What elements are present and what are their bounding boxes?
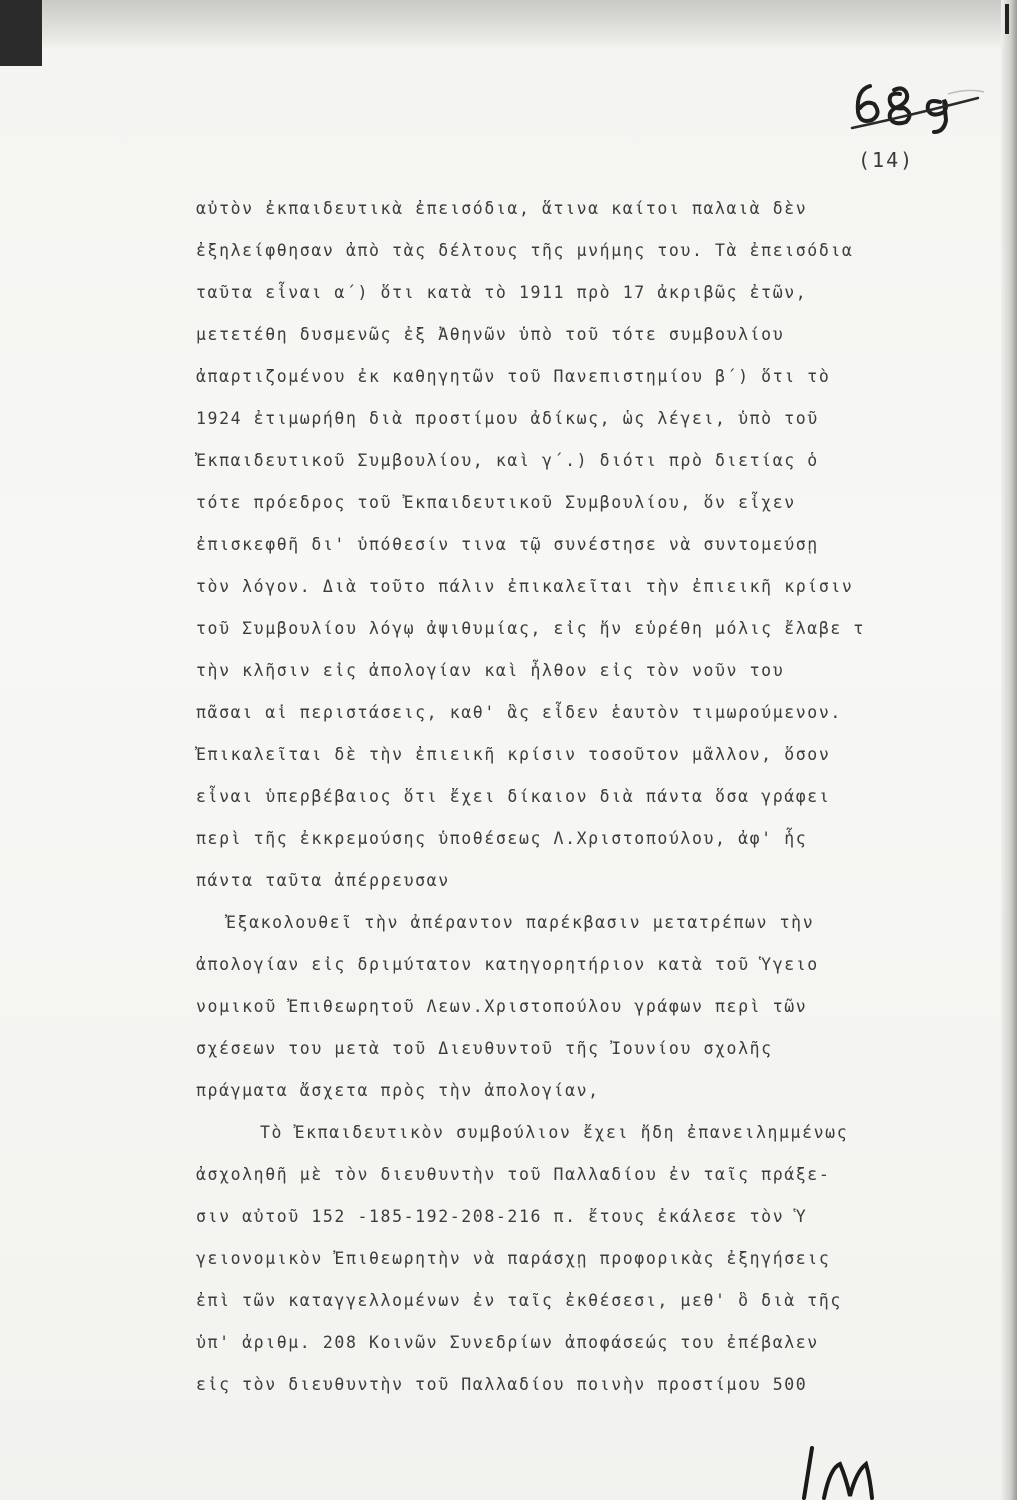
text-line: τοῦ Συμβουλίου λόγῳ ἀψιθυμίας, εἰς ἥν εὑρέθη μόλις ἔλαβε τ (196, 619, 865, 638)
scan-corner-block (0, 0, 42, 66)
text-line: αὐτὸν ἐκπαιδευτικὰ ἐπεισόδια, ἅτινα καίτοι παλαιὰ δὲν (196, 199, 808, 218)
text-line: γειονομικὸν Ἐπιθεωρητὴν νὰ παράσχῃ προφορικὰς ἐξηγήσεις (196, 1249, 831, 1268)
text-line: ἐπισκεφθῆ δι' ὑπόθεσίν τινα τῷ συνέστησε νὰ συντομεύσῃ (196, 535, 819, 554)
text-line: σιν αὐτοῦ 152 -185-192-208-216 π. ἔτους ἐκάλεσε τὸν Ὑ (196, 1207, 808, 1226)
paragraph-first-line: Τὸ Ἐκπαιδευτικὸν συμβούλιον ἔχει ἤδη ἐπανειλημμένως (260, 1123, 849, 1142)
text-line: τότε πρόεδρος τοῦ Ἐκπαιδευτικοῦ Συμβουλίου, ὅν εἶχεν (196, 493, 796, 512)
text-line: τὸν λόγον. Διὰ τοῦτο πάλιν ἐπικαλεῖται τὴν ἐπιεικῆ κρίσιν (196, 577, 854, 596)
text-line: Ἐπικαλεῖται δὲ τὴν ἐπιεικῆ κρίσιν τοσοῦτον μᾶλλον, ὅσον (196, 745, 831, 764)
scan-top-shadow (0, 0, 1017, 48)
text-line: ἀπολογίαν εἰς δριμύτατον κατηγορητήριον κατὰ τοῦ Ὑγειο (196, 955, 819, 974)
handwritten-initial-mark (790, 1428, 880, 1500)
text-line: πάντα ταῦτα ἀπέρρευσαν (196, 871, 450, 890)
text-line: ἀσχοληθῆ μὲ τὸν διευθυντὴν τοῦ Παλλαδίου ἐν ταῖς πράξε- (196, 1165, 831, 1184)
handwritten-folio-number (848, 72, 988, 136)
paragraph-first-line: Ἐξακολουθεῖ τὴν ἀπέραντον παρέκβασιν μετατρέπων τὴν (226, 913, 815, 932)
page-number: (14) (858, 148, 915, 172)
text-line: πᾶσαι αἱ περιστάσεις, καθ' ἃς εἶδεν ἑαυτὸν τιμωρούμενον. (196, 703, 842, 722)
text-line: τὴν κλῆσιν εἰς ἀπολογίαν καὶ ἦλθον εἰς τὸν νοῦν του (196, 661, 785, 680)
scan-edge-mark (1005, 4, 1009, 34)
body-text (196, 188, 976, 1406)
text-line: μετετέθη δυσμενῶς ἐξ Ἀθηνῶν ὑπὸ τοῦ τότε συμβουλίου (196, 325, 785, 344)
text-line: 1924 ἐτιμωρήθη διὰ προστίμου ἀδίκως, ὡς λέγει, ὑπὸ τοῦ (196, 409, 819, 428)
text-line: ὑπ' ἀριθμ. 208 Κοινῶν Συνεδρίων ἀποφάσεώς του ἐπέβαλεν (196, 1333, 819, 1352)
text-line: εἰς τὸν διευθυντὴν τοῦ Παλλαδίου ποινὴν προστίμου 500 (196, 1375, 808, 1394)
text-line: εἶναι ὑπερβέβαιος ὅτι ἔχει δίκαιον διὰ πάντα ὅσα γράφει (196, 787, 831, 806)
text-line: νομικοῦ Ἐπιθεωρητοῦ Λεων.Χριστοπούλου γράφων περὶ τῶν (196, 997, 808, 1016)
text-line: πράγματα ἄσχετα πρὸς τὴν ἀπολογίαν, (196, 1081, 600, 1100)
text-line: περὶ τῆς ἐκκρεμούσης ὑποθέσεως Λ.Χριστοπούλου, ἀφ' ἧς (196, 829, 808, 848)
text-line: ἐπὶ τῶν καταγγελλομένων ἐν ταῖς ἐκθέσεσι, μεθ' ὃ διὰ τῆς (196, 1291, 842, 1310)
text-line: ἀπαρτιζομένου ἐκ καθηγητῶν τοῦ Πανεπιστημίου β΄) ὅτι τὸ (196, 367, 831, 386)
text-line: Ἐκπαιδευτικοῦ Συμβουλίου, καὶ γ΄.) διότι πρὸ διετίας ὁ (196, 451, 819, 470)
text-line: ἐξηλείφθησαν ἀπὸ τὰς δέλτους τῆς μνήμης του. Τὰ ἐπεισόδια (196, 241, 854, 260)
text-line: σχέσεων του μετὰ τοῦ Διευθυντοῦ τῆς Ἰουνίου σχολῆς (196, 1039, 773, 1058)
scan-right-edge (1001, 0, 1017, 1500)
text-line: ταῦτα εἶναι α΄) ὅτι κατὰ τὸ 1911 πρὸ 17 ἀκριβῶς ἐτῶν, (196, 283, 808, 302)
